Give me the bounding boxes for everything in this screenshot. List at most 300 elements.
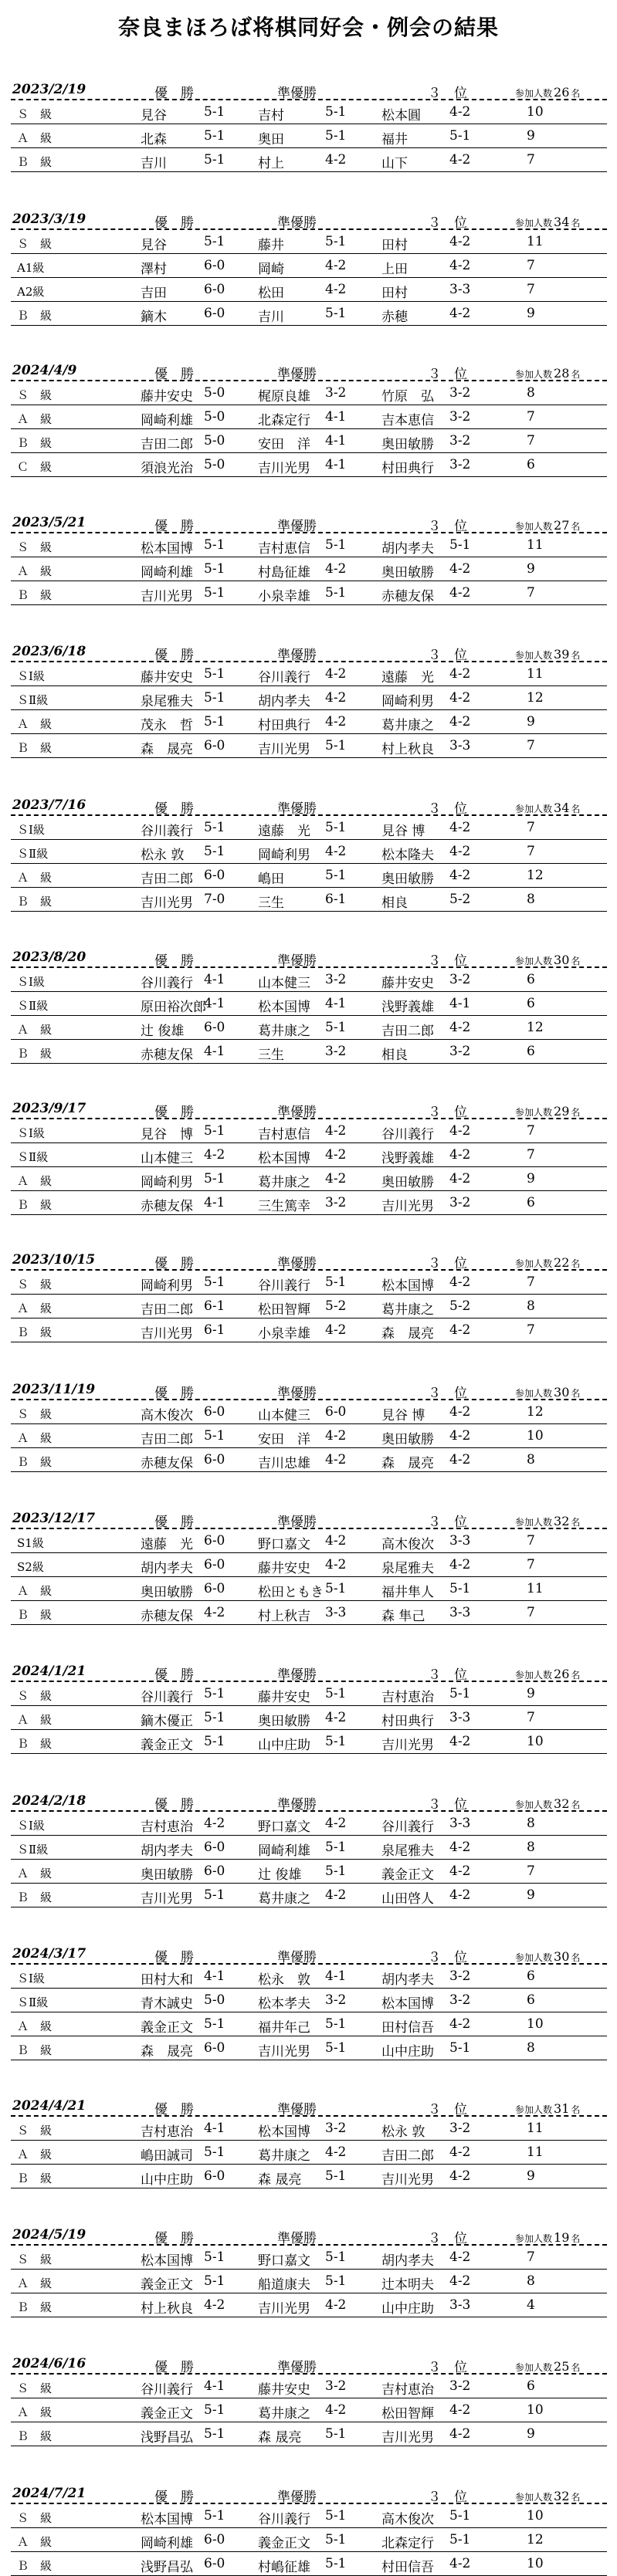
class-participants: 7 xyxy=(527,844,535,859)
third-name: 村田典行 xyxy=(381,461,434,476)
event-date: 2024/5/19 xyxy=(12,2227,86,2243)
runner-up-name: 三生篤幸 xyxy=(258,1199,310,1214)
class-label: Ａ 級 xyxy=(17,1023,53,1037)
class-participants: 10 xyxy=(527,1734,544,1749)
table-row xyxy=(11,840,607,864)
runner-up-name: 松永 敦 xyxy=(258,1972,310,1988)
runner-up-score: 5-1 xyxy=(325,2532,347,2547)
class-label: Ａ 級 xyxy=(17,1867,53,1880)
table-row xyxy=(11,1529,607,1553)
winner-name: 吉川光男 xyxy=(141,895,193,911)
winner-score: 6-0 xyxy=(204,1020,225,1035)
page-title: 奈良まほろば将棋同好会・例会の結果 xyxy=(117,15,499,40)
third-name: 松田智輝 xyxy=(381,2406,434,2422)
winner-name: 松本国博 xyxy=(141,2253,193,2269)
winner-name: 浅野昌弘 xyxy=(141,2430,193,2446)
class-label: ＳⅠ級 xyxy=(17,823,45,837)
winner-name: 谷川義行 xyxy=(141,976,193,991)
event-date: 2023/6/18 xyxy=(12,644,86,659)
runner-up-name: 山中庄助 xyxy=(258,1738,310,1753)
class-participants: 8 xyxy=(527,385,535,401)
third-name: 奥田敏勝 xyxy=(381,1432,434,1447)
table-row xyxy=(11,1553,607,1577)
header-third: ３ 位 xyxy=(428,801,467,817)
winner-name: 吉田二郎 xyxy=(141,437,193,452)
header-third: ３ 位 xyxy=(428,86,467,101)
winner-name: 松永 敦 xyxy=(141,848,185,863)
runner-up-score: 4-2 xyxy=(325,1322,347,1338)
third-score: 4-2 xyxy=(449,258,471,273)
class-participants: 11 xyxy=(527,1581,544,1596)
runner-up-name: 森 晟亮 xyxy=(258,2172,302,2188)
table-row xyxy=(11,710,607,734)
table-row xyxy=(11,968,607,992)
winner-name: 浅野昌弘 xyxy=(141,2560,193,2575)
header-second: 準優勝 xyxy=(277,1950,317,1965)
class-participants: 6 xyxy=(527,2378,535,2394)
runner-up-score: 5-1 xyxy=(325,738,347,753)
participant-count-value: 39 xyxy=(554,647,570,662)
third-name: 高木俊次 xyxy=(381,1537,434,1552)
runner-up-name: 松本国博 xyxy=(258,1000,310,1015)
table-row xyxy=(11,100,607,124)
table-row xyxy=(11,302,607,326)
header-first: 優 勝 xyxy=(154,519,194,534)
class-label: Ａ 級 xyxy=(17,2276,53,2290)
table-row xyxy=(11,2422,607,2446)
runner-up-name: 吉川光男 xyxy=(258,742,310,757)
event-block xyxy=(11,1662,607,1754)
participant-count-value: 27 xyxy=(554,518,570,533)
table-row xyxy=(11,405,607,429)
winner-score: 5-0 xyxy=(204,457,225,472)
third-score: 4-2 xyxy=(449,561,471,577)
third-score: 4-2 xyxy=(449,2144,471,2160)
class-label: Ｓ 級 xyxy=(17,388,53,402)
class-label: Ａ 級 xyxy=(17,1584,53,1598)
participant-count-value: 26 xyxy=(554,1667,570,1681)
class-participants: 8 xyxy=(527,2273,535,2289)
winner-name: 吉村恵治 xyxy=(141,1819,193,1835)
event-date: 2023/3/19 xyxy=(12,212,86,227)
winner-name: 義金正文 xyxy=(141,1738,193,1753)
class-participants: 7 xyxy=(527,1322,535,1338)
header-first: 優 勝 xyxy=(154,367,194,382)
third-name: 吉田二郎 xyxy=(381,1024,434,1039)
class-label: A2級 xyxy=(17,285,45,299)
event-header xyxy=(11,80,607,100)
third-name: 葛井康之 xyxy=(381,1302,434,1318)
winner-name: 奥田敏勝 xyxy=(141,1867,193,1883)
runner-up-name: 吉村恵信 xyxy=(258,541,310,557)
third-name: 上田 xyxy=(381,262,408,277)
runner-up-name: 安田 洋 xyxy=(258,437,310,452)
table-row xyxy=(11,278,607,302)
runner-up-score: 4-2 xyxy=(325,2144,347,2160)
winner-score: 5-1 xyxy=(204,844,225,859)
runner-up-score: 5-1 xyxy=(325,2508,347,2524)
runner-up-score: 4-1 xyxy=(325,433,347,449)
third-score: 4-2 xyxy=(449,234,471,249)
third-name: 藤井安史 xyxy=(381,976,434,991)
winner-score: 6-0 xyxy=(204,282,225,297)
runner-up-score: 4-2 xyxy=(325,561,347,577)
winner-name: 遠藤 光 xyxy=(141,1537,193,1552)
winner-name: 吉村恵治 xyxy=(141,2124,193,2140)
third-name: 吉本恵信 xyxy=(381,413,434,428)
header-third: ３ 位 xyxy=(428,1797,467,1813)
class-label: Ｂ 級 xyxy=(17,1891,53,1904)
class-label: S2級 xyxy=(17,1560,44,1574)
runner-up-name: 村上秋吉 xyxy=(258,1609,310,1624)
header-second: 準優勝 xyxy=(277,648,317,663)
header-second: 準優勝 xyxy=(277,1797,317,1813)
third-score: 5-2 xyxy=(449,892,471,907)
runner-up-score: 4-2 xyxy=(325,2402,347,2418)
class-label: A1級 xyxy=(17,261,45,275)
class-participants: 12 xyxy=(527,2532,544,2547)
third-score: 4-2 xyxy=(449,868,471,883)
event-block xyxy=(11,642,607,758)
third-score: 4-2 xyxy=(449,1322,471,1338)
third-score: 4-2 xyxy=(449,2273,471,2289)
participant-count-value: 32 xyxy=(554,1796,570,1811)
class-participants: 7 xyxy=(527,258,535,273)
winner-score: 6-0 xyxy=(204,2040,225,2056)
header-first: 優 勝 xyxy=(154,1386,194,1401)
winner-score: 5-1 xyxy=(204,1123,225,1139)
participant-count-value: 22 xyxy=(554,1255,570,1270)
class-label: ＳⅠ級 xyxy=(17,1972,45,1985)
event-date: 2023/2/19 xyxy=(12,82,86,97)
runner-up-score: 5-1 xyxy=(325,820,347,835)
winner-score: 5-1 xyxy=(204,1274,225,1290)
header-third: ３ 位 xyxy=(428,1515,467,1530)
class-participants: 7 xyxy=(527,282,535,297)
participant-count: 参加人数 31 名 xyxy=(515,2101,581,2116)
class-participants: 8 xyxy=(527,1298,535,1314)
runner-up-name: 吉川光男 xyxy=(258,2044,310,2060)
class-participants: 7 xyxy=(527,585,535,601)
winner-score: 5-1 xyxy=(204,104,225,120)
third-score: 5-1 xyxy=(449,537,471,553)
class-label: Ｂ 級 xyxy=(17,436,53,450)
runner-up-score: 4-1 xyxy=(325,996,347,1011)
event-date: 2023/5/21 xyxy=(12,515,86,530)
third-name: 胡内孝夫 xyxy=(381,1972,434,1988)
class-label: Ｂ 級 xyxy=(17,309,53,323)
class-participants: 7 xyxy=(527,152,535,168)
class-label: ＳⅡ級 xyxy=(17,847,49,861)
winner-score: 5-1 xyxy=(204,1710,225,1725)
table-row xyxy=(11,1601,607,1625)
participant-count: 参加人数 32 名 xyxy=(515,1796,581,1811)
third-score: 3-2 xyxy=(449,409,471,425)
third-score: 4-2 xyxy=(449,152,471,168)
winner-score: 5-1 xyxy=(204,152,225,168)
third-score: 3-3 xyxy=(449,1533,471,1549)
event-block xyxy=(11,2354,607,2446)
winner-score: 4-2 xyxy=(204,2297,225,2313)
runner-up-score: 4-2 xyxy=(325,1710,347,1725)
event-header xyxy=(11,1251,607,1271)
class-participants: 7 xyxy=(527,409,535,425)
third-name: 見谷 博 xyxy=(381,824,425,839)
third-score: 4-2 xyxy=(449,1887,471,1903)
class-label: Ｂ 級 xyxy=(17,1198,53,1212)
class-label: Ａ 級 xyxy=(17,717,53,731)
class-label: Ｓ 級 xyxy=(17,107,53,121)
runner-up-score: 4-2 xyxy=(325,690,347,706)
class-participants: 7 xyxy=(527,1123,535,1139)
event-date: 2023/8/20 xyxy=(12,949,86,965)
runner-up-name: 森 晟亮 xyxy=(258,2430,302,2446)
winner-score: 5-1 xyxy=(204,1887,225,1903)
class-label: Ａ 級 xyxy=(17,1302,53,1315)
class-participants: 9 xyxy=(527,128,535,144)
third-name: 吉村恵治 xyxy=(381,1690,434,1705)
event-date: 2024/2/18 xyxy=(12,1793,86,1809)
participant-count: 参加人数 30 名 xyxy=(515,953,581,967)
third-score: 3-2 xyxy=(449,1044,471,1059)
class-label: ＳⅠ級 xyxy=(17,669,45,683)
class-label: Ｂ 級 xyxy=(17,2429,53,2443)
event-date: 2023/10/15 xyxy=(12,1252,96,1268)
event-header xyxy=(11,1509,607,1529)
participant-count: 参加人数 25 名 xyxy=(515,2359,581,2374)
event-date: 2023/11/19 xyxy=(12,1382,96,1397)
table-row xyxy=(11,1448,607,1472)
header-third: ３ 位 xyxy=(428,1256,467,1271)
class-participants: 7 xyxy=(527,1710,535,1725)
runner-up-score: 4-2 xyxy=(325,1171,347,1186)
third-score: 4-2 xyxy=(449,1452,471,1467)
winner-score: 6-0 xyxy=(204,1863,225,1879)
winner-score: 5-0 xyxy=(204,409,225,425)
header-third: ３ 位 xyxy=(428,2360,467,2375)
runner-up-name: 三生 xyxy=(258,895,284,911)
class-participants: 10 xyxy=(527,2016,544,2032)
table-row xyxy=(11,381,607,405)
table-row xyxy=(11,2375,607,2398)
class-participants: 9 xyxy=(527,306,535,321)
table-row xyxy=(11,254,607,278)
third-score: 4-2 xyxy=(449,104,471,120)
winner-score: 6-0 xyxy=(204,2532,225,2547)
runner-up-score: 5-1 xyxy=(325,868,347,883)
runner-up-name: 野口嘉文 xyxy=(258,1537,310,1552)
third-score: 3-2 xyxy=(449,2121,471,2136)
third-score: 4-2 xyxy=(449,1404,471,1420)
winner-score: 4-1 xyxy=(204,1968,225,1984)
third-score: 3-2 xyxy=(449,1195,471,1210)
runner-up-name: 北森定行 xyxy=(258,413,310,428)
class-participants: 6 xyxy=(527,1968,535,1984)
runner-up-score: 5-1 xyxy=(325,537,347,553)
runner-up-score: 5-1 xyxy=(325,1686,347,1701)
third-score: 4-2 xyxy=(449,2556,471,2571)
class-label: Ｓ 級 xyxy=(17,540,53,554)
third-score: 3-3 xyxy=(449,282,471,297)
runner-up-name: 村田典行 xyxy=(258,718,310,733)
event-header xyxy=(11,1099,607,1119)
winner-score: 6-0 xyxy=(204,2556,225,2571)
class-participants: 12 xyxy=(527,868,544,883)
winner-name: 北森 xyxy=(141,132,167,147)
class-participants: 7 xyxy=(527,433,535,449)
class-label: ＳⅡ級 xyxy=(17,1995,49,2009)
winner-name: 見谷 xyxy=(141,238,167,253)
runner-up-name: 松本孝夫 xyxy=(258,1996,310,2012)
winner-name: 胡内孝夫 xyxy=(141,1843,193,1859)
header-third: ３ 位 xyxy=(428,1386,467,1401)
table-row xyxy=(11,1167,607,1191)
winner-name: 青木誠史 xyxy=(141,1996,193,2012)
third-name: 田村信吾 xyxy=(381,2020,434,2036)
header-second: 準優勝 xyxy=(277,86,317,101)
event-header xyxy=(11,1380,607,1400)
runner-up-name: 葛井康之 xyxy=(258,1024,310,1039)
table-row xyxy=(11,453,607,477)
header-second: 準優勝 xyxy=(277,801,317,817)
third-score: 4-2 xyxy=(449,1557,471,1572)
winner-score: 5-1 xyxy=(204,1686,225,1701)
class-participants: 7 xyxy=(527,1274,535,1290)
winner-score: 4-1 xyxy=(204,996,225,1011)
third-name: 吉村恵治 xyxy=(381,2382,434,2398)
runner-up-score: 6-0 xyxy=(325,1404,347,1420)
third-name: 村上秋良 xyxy=(381,742,434,757)
event-header xyxy=(11,642,607,662)
third-score: 4-2 xyxy=(449,690,471,706)
runner-up-name: 小泉幸雄 xyxy=(258,1326,310,1342)
third-score: 4-2 xyxy=(449,820,471,835)
class-label: Ａ 級 xyxy=(17,871,53,885)
third-score: 5-1 xyxy=(449,1686,471,1701)
participant-count: 参加人数 30 名 xyxy=(515,1385,581,1400)
participant-count: 参加人数 27 名 xyxy=(515,518,581,533)
third-name: 泉尾雅夫 xyxy=(381,1561,434,1576)
event-date: 2024/6/16 xyxy=(12,2356,86,2371)
third-score: 3-3 xyxy=(449,1816,471,1831)
header-third: ３ 位 xyxy=(428,1667,467,1683)
header-first: 優 勝 xyxy=(154,2102,194,2117)
header-third: ３ 位 xyxy=(428,519,467,534)
third-name: 葛井康之 xyxy=(381,718,434,733)
class-participants: 6 xyxy=(527,457,535,472)
winner-score: 6-0 xyxy=(204,1581,225,1596)
runner-up-score: 4-1 xyxy=(325,1968,347,1984)
runner-up-name: 吉川光男 xyxy=(258,2301,310,2317)
winner-score: 5-1 xyxy=(204,2508,225,2524)
winner-score: 5-1 xyxy=(204,2016,225,2032)
winner-name: 見谷 博 xyxy=(141,1127,193,1142)
third-score: 3-2 xyxy=(449,457,471,472)
event-block xyxy=(11,796,607,912)
header-first: 優 勝 xyxy=(154,2490,194,2505)
class-participants: 4 xyxy=(527,2297,535,2313)
event-date: 2024/1/21 xyxy=(12,1664,86,1679)
winner-score: 6-1 xyxy=(204,1298,225,1314)
winner-score: 5-1 xyxy=(204,2249,225,2265)
header-first: 優 勝 xyxy=(154,1950,194,1965)
class-label: Ｂ 級 xyxy=(17,155,53,169)
winner-score: 6-0 xyxy=(204,1840,225,1855)
header-third: ３ 位 xyxy=(428,1105,467,1120)
winner-score: 6-0 xyxy=(204,738,225,753)
third-score: 3-2 xyxy=(449,433,471,449)
runner-up-score: 5-1 xyxy=(325,2426,347,2442)
winner-name: 吉川光男 xyxy=(141,1891,193,1907)
event-block xyxy=(11,1509,607,1625)
participant-count: 参加人数 32 名 xyxy=(515,2489,581,2503)
winner-score: 7-0 xyxy=(204,892,225,907)
runner-up-name: 谷川義行 xyxy=(258,670,310,685)
runner-up-score: 3-3 xyxy=(325,1605,347,1620)
table-row xyxy=(11,1965,607,1989)
event-header xyxy=(11,210,607,230)
winner-score: 6-0 xyxy=(204,1404,225,1420)
class-label: Ａ 級 xyxy=(17,564,53,578)
winner-score: 5-1 xyxy=(204,537,225,553)
third-name: 吉川光男 xyxy=(381,1738,434,1753)
runner-up-name: 松本国博 xyxy=(258,2124,310,2140)
third-name: 奥田敏勝 xyxy=(381,565,434,581)
class-label: Ｓ 級 xyxy=(17,2381,53,2395)
class-participants: 9 xyxy=(527,2168,535,2184)
class-label: Ｂ 級 xyxy=(17,588,53,602)
table-row xyxy=(11,1730,607,1754)
winner-name: 澤村 xyxy=(141,262,167,277)
runner-up-score: 4-2 xyxy=(325,152,347,168)
class-participants: 7 xyxy=(527,1863,535,1879)
third-name: 谷川義行 xyxy=(381,1127,434,1142)
winner-name: 義金正文 xyxy=(141,2406,193,2422)
class-participants: 8 xyxy=(527,2040,535,2056)
winner-name: 鏑木 xyxy=(141,310,167,325)
runner-up-name: 梶原良雄 xyxy=(258,389,310,405)
table-row xyxy=(11,1424,607,1448)
third-name: 浅野義雄 xyxy=(381,1151,434,1166)
header-second: 準優勝 xyxy=(277,519,317,534)
winner-name: 義金正文 xyxy=(141,2020,193,2036)
winner-name: 赤穂友保 xyxy=(141,1199,193,1214)
winner-score: 5-1 xyxy=(204,234,225,249)
runner-up-name: 山本健三 xyxy=(258,1408,310,1423)
header-third: ３ 位 xyxy=(428,2490,467,2505)
third-score: 4-2 xyxy=(449,2426,471,2442)
third-score: 4-2 xyxy=(449,2402,471,2418)
third-score: 4-2 xyxy=(449,2016,471,2032)
event-block xyxy=(11,2226,607,2317)
third-score: 4-2 xyxy=(449,844,471,859)
class-label: Ｂ 級 xyxy=(17,2171,53,2185)
runner-up-name: 松田ともき xyxy=(258,1585,324,1600)
class-label: Ａ 級 xyxy=(17,1713,53,1727)
runner-up-name: 吉村恵信 xyxy=(258,1127,310,1142)
class-label: Ｂ 級 xyxy=(17,2559,53,2573)
header-second: 準優勝 xyxy=(277,1386,317,1401)
third-score: 4-2 xyxy=(449,1863,471,1879)
runner-up-score: 4-2 xyxy=(325,282,347,297)
third-score: 5-2 xyxy=(449,1298,471,1314)
third-name: 松本隆夫 xyxy=(381,848,434,863)
table-row xyxy=(11,2293,607,2317)
participant-count-value: 25 xyxy=(554,2359,570,2374)
third-score: 4-2 xyxy=(449,1274,471,1290)
class-label: S1級 xyxy=(17,1536,44,1550)
header-first: 優 勝 xyxy=(154,1797,194,1813)
